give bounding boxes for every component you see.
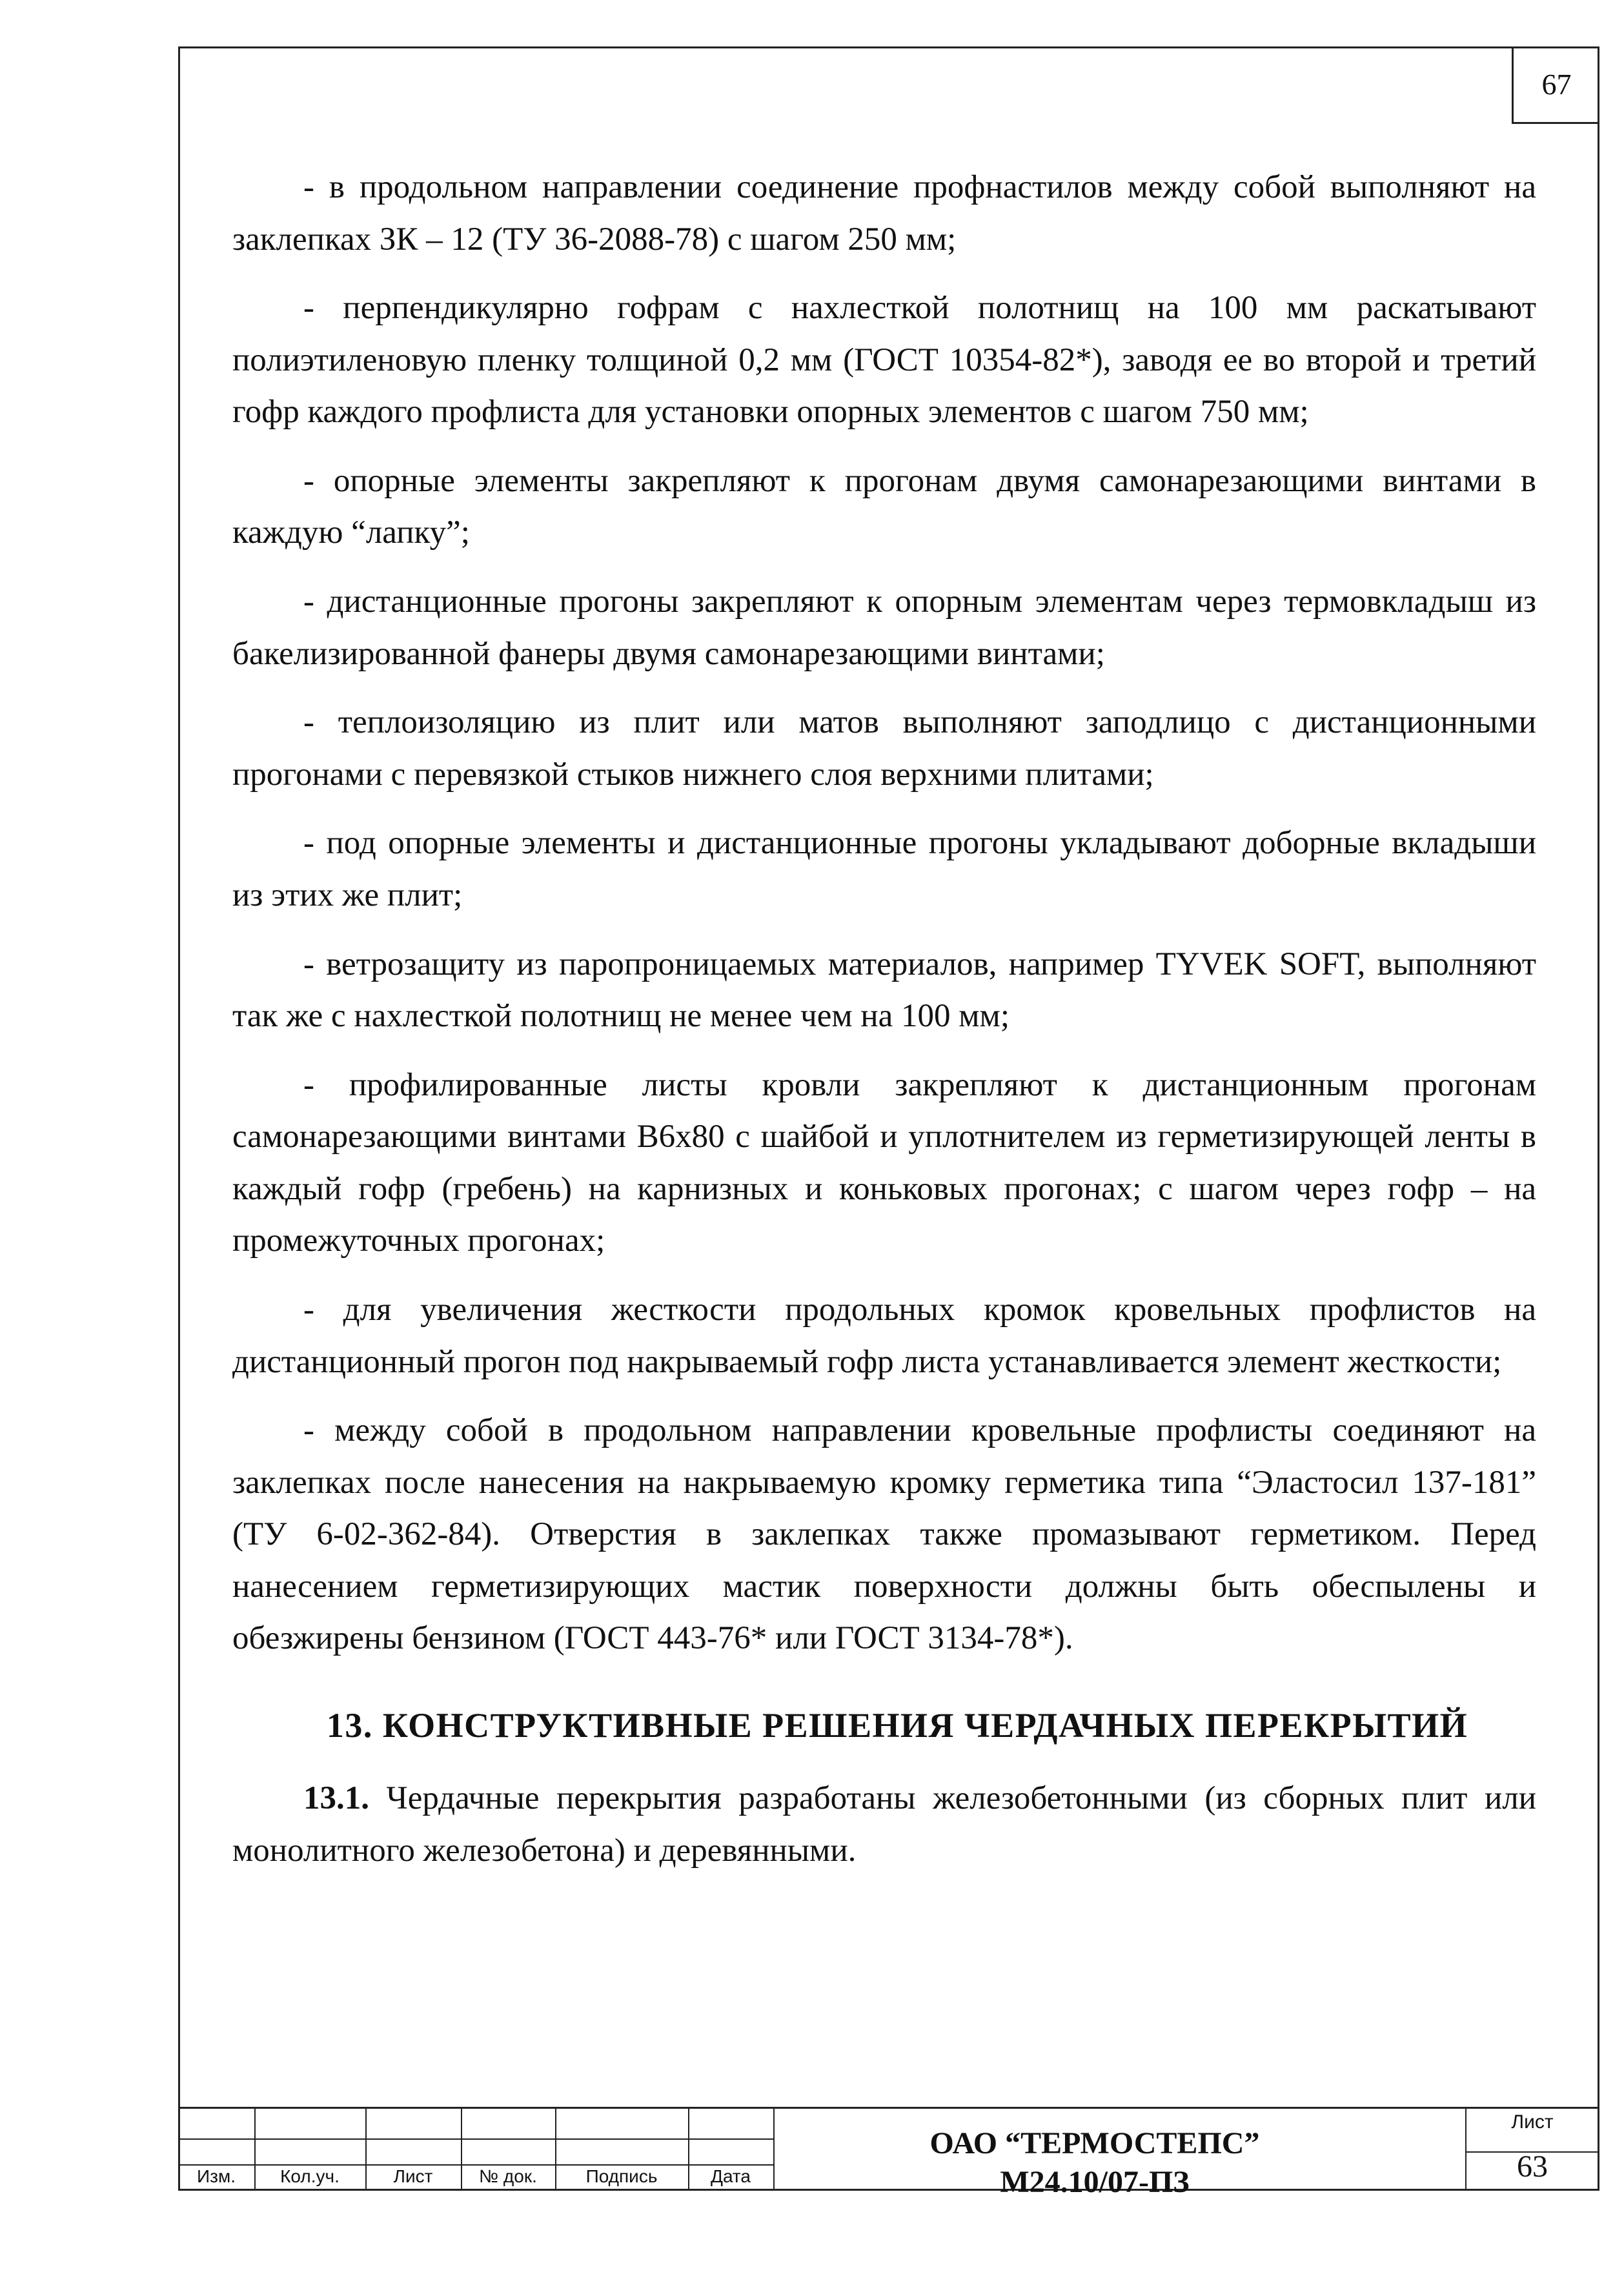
col-date: Дата	[710, 2166, 751, 2186]
col-izm: Изм.	[197, 2166, 236, 2186]
col-list: Лист	[393, 2166, 433, 2186]
document-code: М24.10/07-ПЗ	[1000, 2165, 1190, 2199]
paragraph: - ветрозащиту из паропроницаемых материалов, например TYVEK SOFT, выполняют так же с нахлесткой полотнищ не менее чем на 100 мм;	[232, 946, 1536, 1035]
paragraph: - между собой в продольном направлении кровельные профлисты соединяют на заклепках после нанесения на накрываемую кромку герметика типа “Эластосил 137-181” (ТУ 6-02-362-84). Отверстия в заклепках также промазывают герметиком. Перед нанесением герметизирующих мастик поверхности должны быть обеспылены и обезжирены бензином (ГОСТ 443-76* или ГОСТ 3134-78*).	[232, 1412, 1536, 1657]
paragraph: - дистанционные прогоны закрепляют к опорным элементам через термовкладыш из бакелизированной фанеры двумя самонарезающими винтами;	[232, 584, 1536, 672]
stamp-company	[772, 2124, 1417, 2202]
paragraph: - теплоизоляцию из плит или матов выполняют заподлицо с дистанционными прогонами с перевязкой стыков нижнего слоя верхними плитами;	[232, 704, 1536, 793]
document-body	[232, 161, 1536, 1894]
paragraph: - перпендикулярно гофрам с нахлесткой полотнищ на 100 мм раскатывают полиэтиленовую пленку толщиной 0,2 мм (ГОСТ 10354-82*), заводя ее во второй и третий гофр каждого профлиста для установки опорных элементов с шагом 750 мм;	[232, 290, 1536, 431]
section-heading: 13. КОНСТРУКТИВНЫЕ РЕШЕНИЯ ЧЕРДАЧНЫХ ПЕРЕКРЫТИЙ	[326, 1706, 1468, 1745]
col-kol-uch: Кол.уч.	[280, 2166, 340, 2186]
paragraph: - опорные элементы закрепляют к прогонам двумя самонарезающими винтами в каждую “лапку”;	[232, 462, 1536, 551]
paragraph: - под опорные элементы и дистанционные прогоны укладывают доборные вкладыши из этих же плит;	[232, 825, 1536, 913]
company-name: ОАО “ТЕРМОСТЕПС”	[929, 2126, 1260, 2160]
col-signature: Подпись	[585, 2166, 658, 2186]
sheet-number: 63	[1517, 2149, 1548, 2184]
subsection-text: Чердачные перекрытия разработаны железобетонными (из сборных плит или монолитного железобетона) и деревянными.	[232, 1780, 1536, 1869]
title-block	[178, 2107, 1599, 2199]
subsection-paragraph	[232, 1772, 1536, 1876]
stamp-row-line	[178, 2164, 773, 2166]
paragraph: - в продольном направлении соединение профнастилов между собой выполняют на заклепках ЗК – 12 (ТУ 36-2088-78) с шагом 250 мм;	[232, 169, 1536, 258]
paragraph: - для увеличения жесткости продольных кромок кровельных профлистов на дистанционный прогон под накрываемый гофр листа устанавливается элемент жесткости;	[232, 1291, 1536, 1380]
sheet-label: Лист	[1511, 2111, 1554, 2133]
stamp-row-line	[178, 2138, 773, 2140]
subsection-number: 13.1.	[303, 1780, 369, 1817]
top-page-number: 67	[1512, 46, 1599, 124]
paragraph: - профилированные листы кровли закрепляют к дистанционным прогонам самонарезающими винтами В6х80 с шайбой и уплотнителем из герметизирующей ленты в каждый гофр (гребень) на карнизных и коньковых прогонах; с шагом через гофр – на промежуточных прогонах;	[232, 1066, 1536, 1259]
col-doc-number: № док.	[479, 2166, 537, 2186]
